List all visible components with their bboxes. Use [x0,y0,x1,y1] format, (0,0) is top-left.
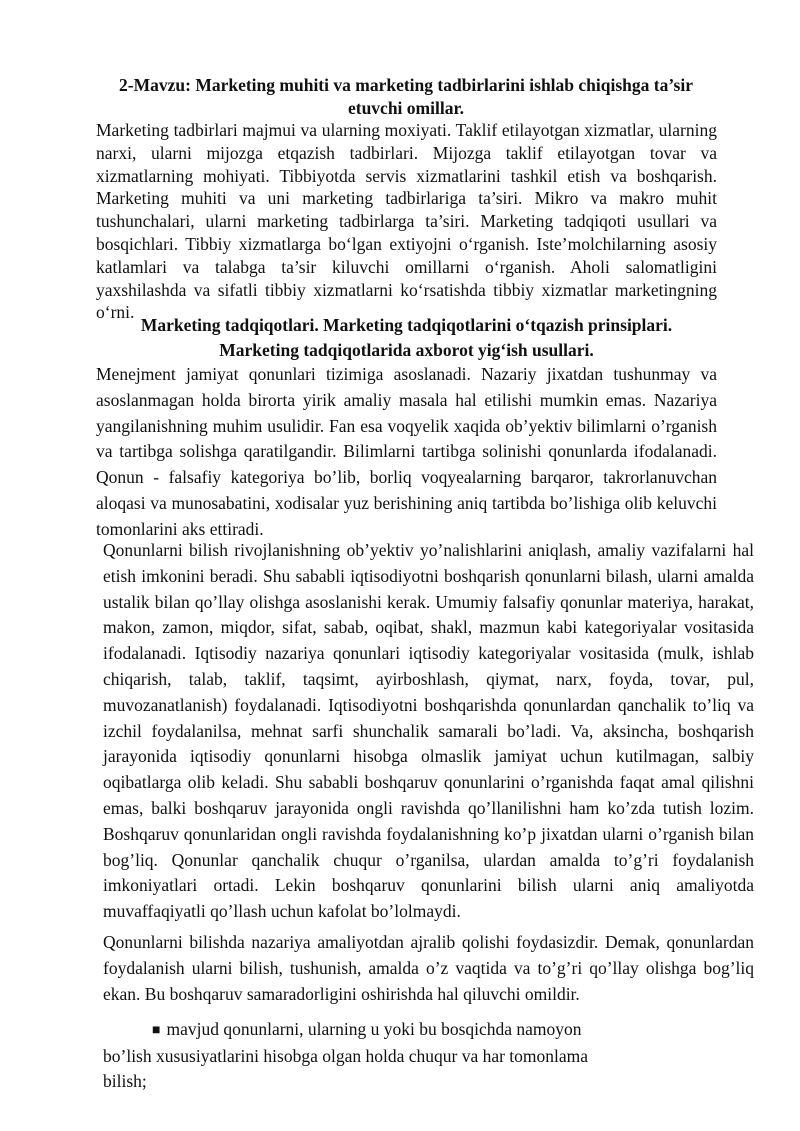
section-heading-line-1: Marketing tadqiqotlari. Marketing tadqiqotlarini o‘tqazish prinsiplari. [140,315,673,335]
body-paragraph-3: Qonunlarni bilishda nazariya amaliyotdan ajralib qolishi foydasizdir. Demak, qonunlardan foydalanish ularni bilish, tushunish, amalda o’z vaqtida va to’g’ri qo’llay olishga bog’liq ekan. Bu boshqaruv samaradorligini oshirishda hal qiluvchi omildir. [103,932,754,1004]
document-title: 2-Mavzu: Marketing muhiti va marketing tadbirlarini ishlab chiqishga ta’sir etuvchi omillar. [119,75,693,118]
bullet-item-text: mavjud qonunlarni, ularning u yoki bu bosqichda namoyon bo’lish xususiyatlarini hisobga olgan holda chuqur va har tomonlama bilish; [103,1019,589,1091]
square-bullet-icon: ■ [152,1023,161,1038]
intro-paragraph: Marketing tadbirlari majmui va ularning moxiyati. Taklif etilayotgan xizmatlar, ularning narxi, ularni mijozga etqazish tadbirlari. Mijozga taklif etilayotgan tovar va xizmatlarning mohiyati. Tibbiyotda servis xizmatlarini tashkil etish va boshqarish. Marketing muhiti va uni marketing tadbirlariga ta’siri. Mikro va makro muhit tushunchalari, ularni marketing tadbirlarga ta’siri. Marketing tadqiqoti usullari va bosqichlari. Tibbiy xizmatlarga bo‘lgan extiyojni o‘rganish. Iste’molchilarning asosiy katlamlari va talabga ta’sir kiluvchi omillarni o‘rganish. Aholi salomatligini yaxshilashda va sifatli tibbiy xizmatlarni ko‘rsatishda tibbiy xizmatlar marketingning o‘rni. [96,120,717,323]
body-paragraph-2: Qonunlarni bilish rivojlanishning ob’yektiv yo’nalishlarini aniqlash, amaliy vazifalarni hal etish imkonini beradi. Shu sababli iqtisodiyotni boshqarish qonunlarni bilash, ularni amalda ustalik bilan qo’llay olishga asoslanishi kerak. Umumiy falsafiy qonunlar materiya, harakat, makon, zamon, miqdor, sifat, sabab, oqibat, shakl, mazmun kabi kategoriyalar vositasida ifodalanadi. Iqtisodiy nazariya qonunlari iqtisodiy kategoriyalar vositasida (mulk, ishlab chiqarish, talab, taklif, taqsimt, ayirboshlash, qiymat, narx, foyda, tovar, pul, muvozanatlanish) foydalanadi. Iqtisodiyotni boshqarishda qonunlardan qanchalik to’liq va izchil foydalanilsa, mehnat sarfi shunchalik samarali bo’ladi. Va, aksincha, boshqarish jarayonida iqtisodiy qonunlarni hisobga olmaslik jamiyat uchun kutilmagan, salbiy oqibatlarga olib keladi. Shu sababli boshqaruv qonunlarini o’rganishda faqat amal qilishni emas, balki boshqaruv jarayonida ongli ravishda qo’llanilishni ham ko’zda tutish lozim. Boshqaruv qonunlaridan ongli ravishda foydalanishning ko’p jixatdan ularni o’rganish bilan bog’liq. Qonunlar qanchalik chuqur o’rganilsa, ulardan amalda to’g’ri foydalanish imkoniyatlari ortadi. Lekin boshqaruv qonunlarini bilish ularni aniq amaliyotda muvaffaqiyatli qo’llash uchun kafolat bo’lolmaydi. [103,540,754,922]
section-heading-line-2: Marketing tadqiqotlarida axborot yig‘ish usullari. [219,340,594,360]
bullet-list-item [103,1017,633,1095]
body-paragraph-1: Menejment jamiyat qonunlari tizimiga asoslanadi. Nazariy jixatdan tushunmay va asoslanmagan holda birorta yirik amaliy masala hal etilishi mumkin emas. Nazariya yangilanishning muhim usulidir. Fan esa voqyelik xaqida ob’yektiv bilimlarni o’rganish va tartibga solishga qaratilgandir. Bilimlarni tartibga solinishi qonunlarda ifodalanadi. Qonun - falsafiy kategoriya bo’lib, borliq voqyealarning barqaror, takrorlanuvchan aloqasi va munosabatini, xodisalar yuz berishining aniq tartibda bo’lishiga olib keluvchi tomonlarini aks ettiradi. [96,364,717,539]
